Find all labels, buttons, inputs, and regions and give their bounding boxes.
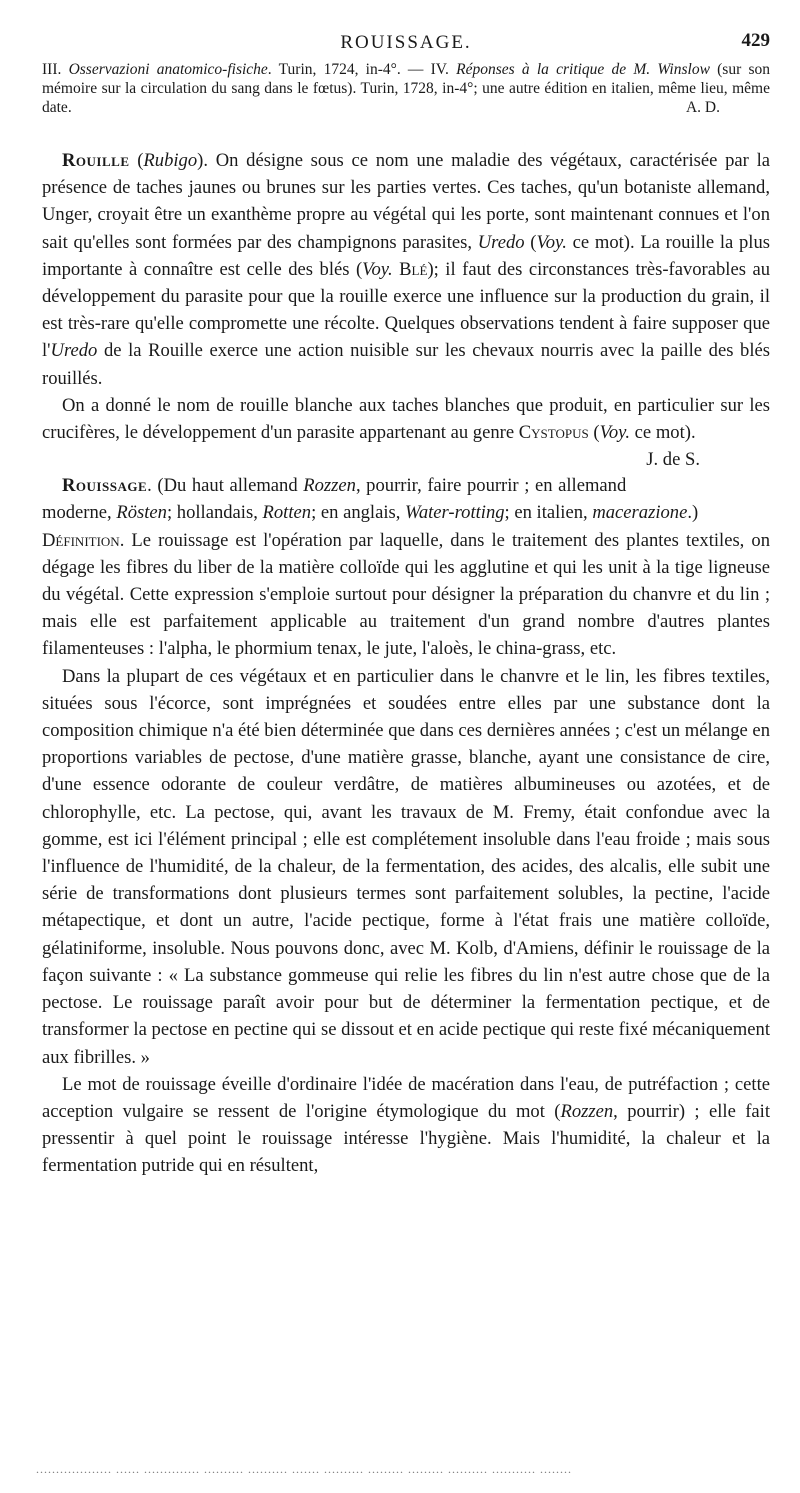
article-paragraph	[42, 147, 770, 392]
foreign-term: Rozzen	[560, 1100, 614, 1122]
foreign-term: Water-rotting	[405, 502, 505, 524]
article-rouissage	[42, 472, 770, 1179]
text-run: de la Rouille exerce une action nuisible sur les chevaux nourris avec la paille des blés rouillés.	[42, 340, 770, 389]
article-headword: Rouille	[62, 150, 130, 171]
genus-name: Cystopus	[518, 422, 589, 444]
document-page	[42, 26, 770, 1180]
cross-reference: Voy.	[599, 422, 631, 444]
article-headword: Rouissage	[62, 475, 148, 497]
text-run: ce mot).	[630, 422, 696, 444]
page-number: 429	[741, 30, 770, 51]
text-run: , pourrir) ; elle fait pressentir à quel point le rouissage intéresse l'hygiène. Mais l'humidité, la chaleur et la fermentation putride qui en résultent,	[42, 1100, 770, 1177]
text-run: , pourrir, faire pourrir ; en allemand moderne,	[42, 475, 627, 524]
article-rouille	[42, 147, 771, 471]
biblio-title: Réponses à la critique de M. Winslow	[456, 61, 710, 78]
biblio-text: . Turin, 1724, in-4°. — IV.	[267, 61, 457, 78]
text-run: (	[129, 150, 144, 171]
foreign-term: Rösten	[116, 502, 167, 524]
running-head	[42, 26, 770, 58]
text-run: (	[524, 231, 537, 253]
article-paragraph	[42, 1071, 770, 1180]
text-run: . (Du haut allemand	[147, 475, 304, 497]
biblio-text: III.	[42, 61, 69, 78]
footer-dotted-rule: ................... ...... .............. .......... .......... ....... .......... ......... ......... .......... ........... ........	[36, 1462, 572, 1476]
biblio-signature: A. D.	[685, 99, 720, 116]
text-run: Le rouissage est l'opération par laquelle, dans le traitement des plantes textiles, on dégage les fibres du liber de la matière colloïde qui les agglutine et qui les unit à la tige ligneuse du végétal. Cette expression s'emploie surtout pour désigner la préparation du chanvre et du lin ; mais elle est parfaitement applicable au traitement d'un grand nombre d'autres plantes filamenteuses : l'alpha, le phormium tenax, le jute, l'aloès, le china-grass, etc.	[42, 529, 770, 660]
text-run: On a donné le nom de rouille blanche aux taches blanches que produit, en particulier sur les crucifères, le développement d'un parasite appartenant au genre	[42, 394, 770, 444]
text-run: ); il faut des circonstances très-favorables au développement du parasite pour que la rouille exerce une influence sur la production du grain, il est très-rare qu'elle compromette une récolte. Quelques observations tendent à faire supposer que l'	[42, 258, 771, 362]
running-title: ROUISSAGE.	[340, 32, 472, 53]
biblio-title: Osservazioni anatomico-fisiche	[68, 61, 268, 78]
text-run: (	[588, 422, 600, 444]
foreign-term: macerazione	[592, 502, 688, 524]
cross-reference-target: Blé	[392, 258, 428, 280]
text-run: ; en italien,	[504, 502, 593, 524]
latin-name: Rubigo	[143, 150, 198, 171]
text-run: ; en anglais,	[311, 502, 406, 524]
text-run: Le mot de rouissage éveille d'ordinaire l'idée de macération dans l'eau, de putréfaction ; cette acception vulgaire se ressent de l'origine étymologique du mot (	[42, 1073, 770, 1122]
cross-reference: Voy.	[362, 258, 393, 280]
bibliography-fragment	[42, 60, 770, 117]
author-signature: J. de S.	[646, 449, 700, 471]
section-label: Définition.	[42, 529, 125, 551]
biblio-text: (sur son mémoire sur la circulation du sang dans le fœtus). Turin, 1728, in-4°; une autre édition en italien, même lieu, même date.	[42, 61, 770, 116]
foreign-term: Rotten	[262, 502, 312, 524]
cross-reference: Voy.	[536, 231, 567, 253]
article-paragraph	[42, 472, 770, 526]
text-run: ; hollandais,	[166, 502, 263, 524]
text-run: ce mot). La rouille la plus importante à connaître est celle des blés (	[42, 231, 770, 280]
genus-name: Uredo	[477, 231, 525, 253]
foreign-term: Rozzen	[303, 475, 356, 497]
text-run: ). On désigne sous ce nom une maladie des végétaux, caractérisée par la présence de taches jaunes ou brunes sur les parties vertes. Ces taches, qu'un botaniste allemand, Unger, croyait être un exanthème propre au végétal qui les porte, sont maintenant connues et l'on sait qu'elles sont formées par des champignons parasites,	[42, 150, 770, 253]
article-paragraph: Dans la plupart de ces végétaux et en particulier dans le chanvre et le lin, les fibres textiles, situées sous l'écorce, sont imprégnées et soudées entre elles par une substance dont la composition chimique n'a été bien déterminée que dans ces dernières années ; c'est un mélange en proportions variables de pectose, d'une matière grasse, blanche, ayant une consistance de cire, d'une essence odorante de couleur verdâtre, de matières albumineuses ou azotées, et de chlorophylle, etc. La pectose, qui, avant les travaux de M. Fremy, était confondue avec la gomme, est ici l'élément principal ; elle est complétement insoluble dans l'eau froide ; mais sous l'influence de l'humidité, de la chaleur, de la fermentation, des acides, des alcalis, elle subit une série de transformations dont plusieurs termes sont parfaitement solubles, la pectine, l'acide métapectique, et dont un autre, l'acide pectique, forme à l'état frais une matière colloïde, gélatiniforme, insoluble. Nous pouvons donc, avec M. Kolb, d'Amiens, définir le rouissage de la façon suivante : « La substance gommeuse qui relie les fibres du lin n'est autre chose que de la pectose. Le rouissage paraît avoir pour but de déterminer la fermentation pectique, et de transformer la pectose en pectine qui se dissout et en acide pectique qui reste fixé mécaniquement aux fibrilles. »	[42, 665, 770, 1068]
text-run: .)	[687, 502, 699, 524]
article-paragraph	[42, 392, 770, 471]
article-paragraph	[42, 527, 770, 663]
genus-name: Uredo	[50, 340, 98, 362]
